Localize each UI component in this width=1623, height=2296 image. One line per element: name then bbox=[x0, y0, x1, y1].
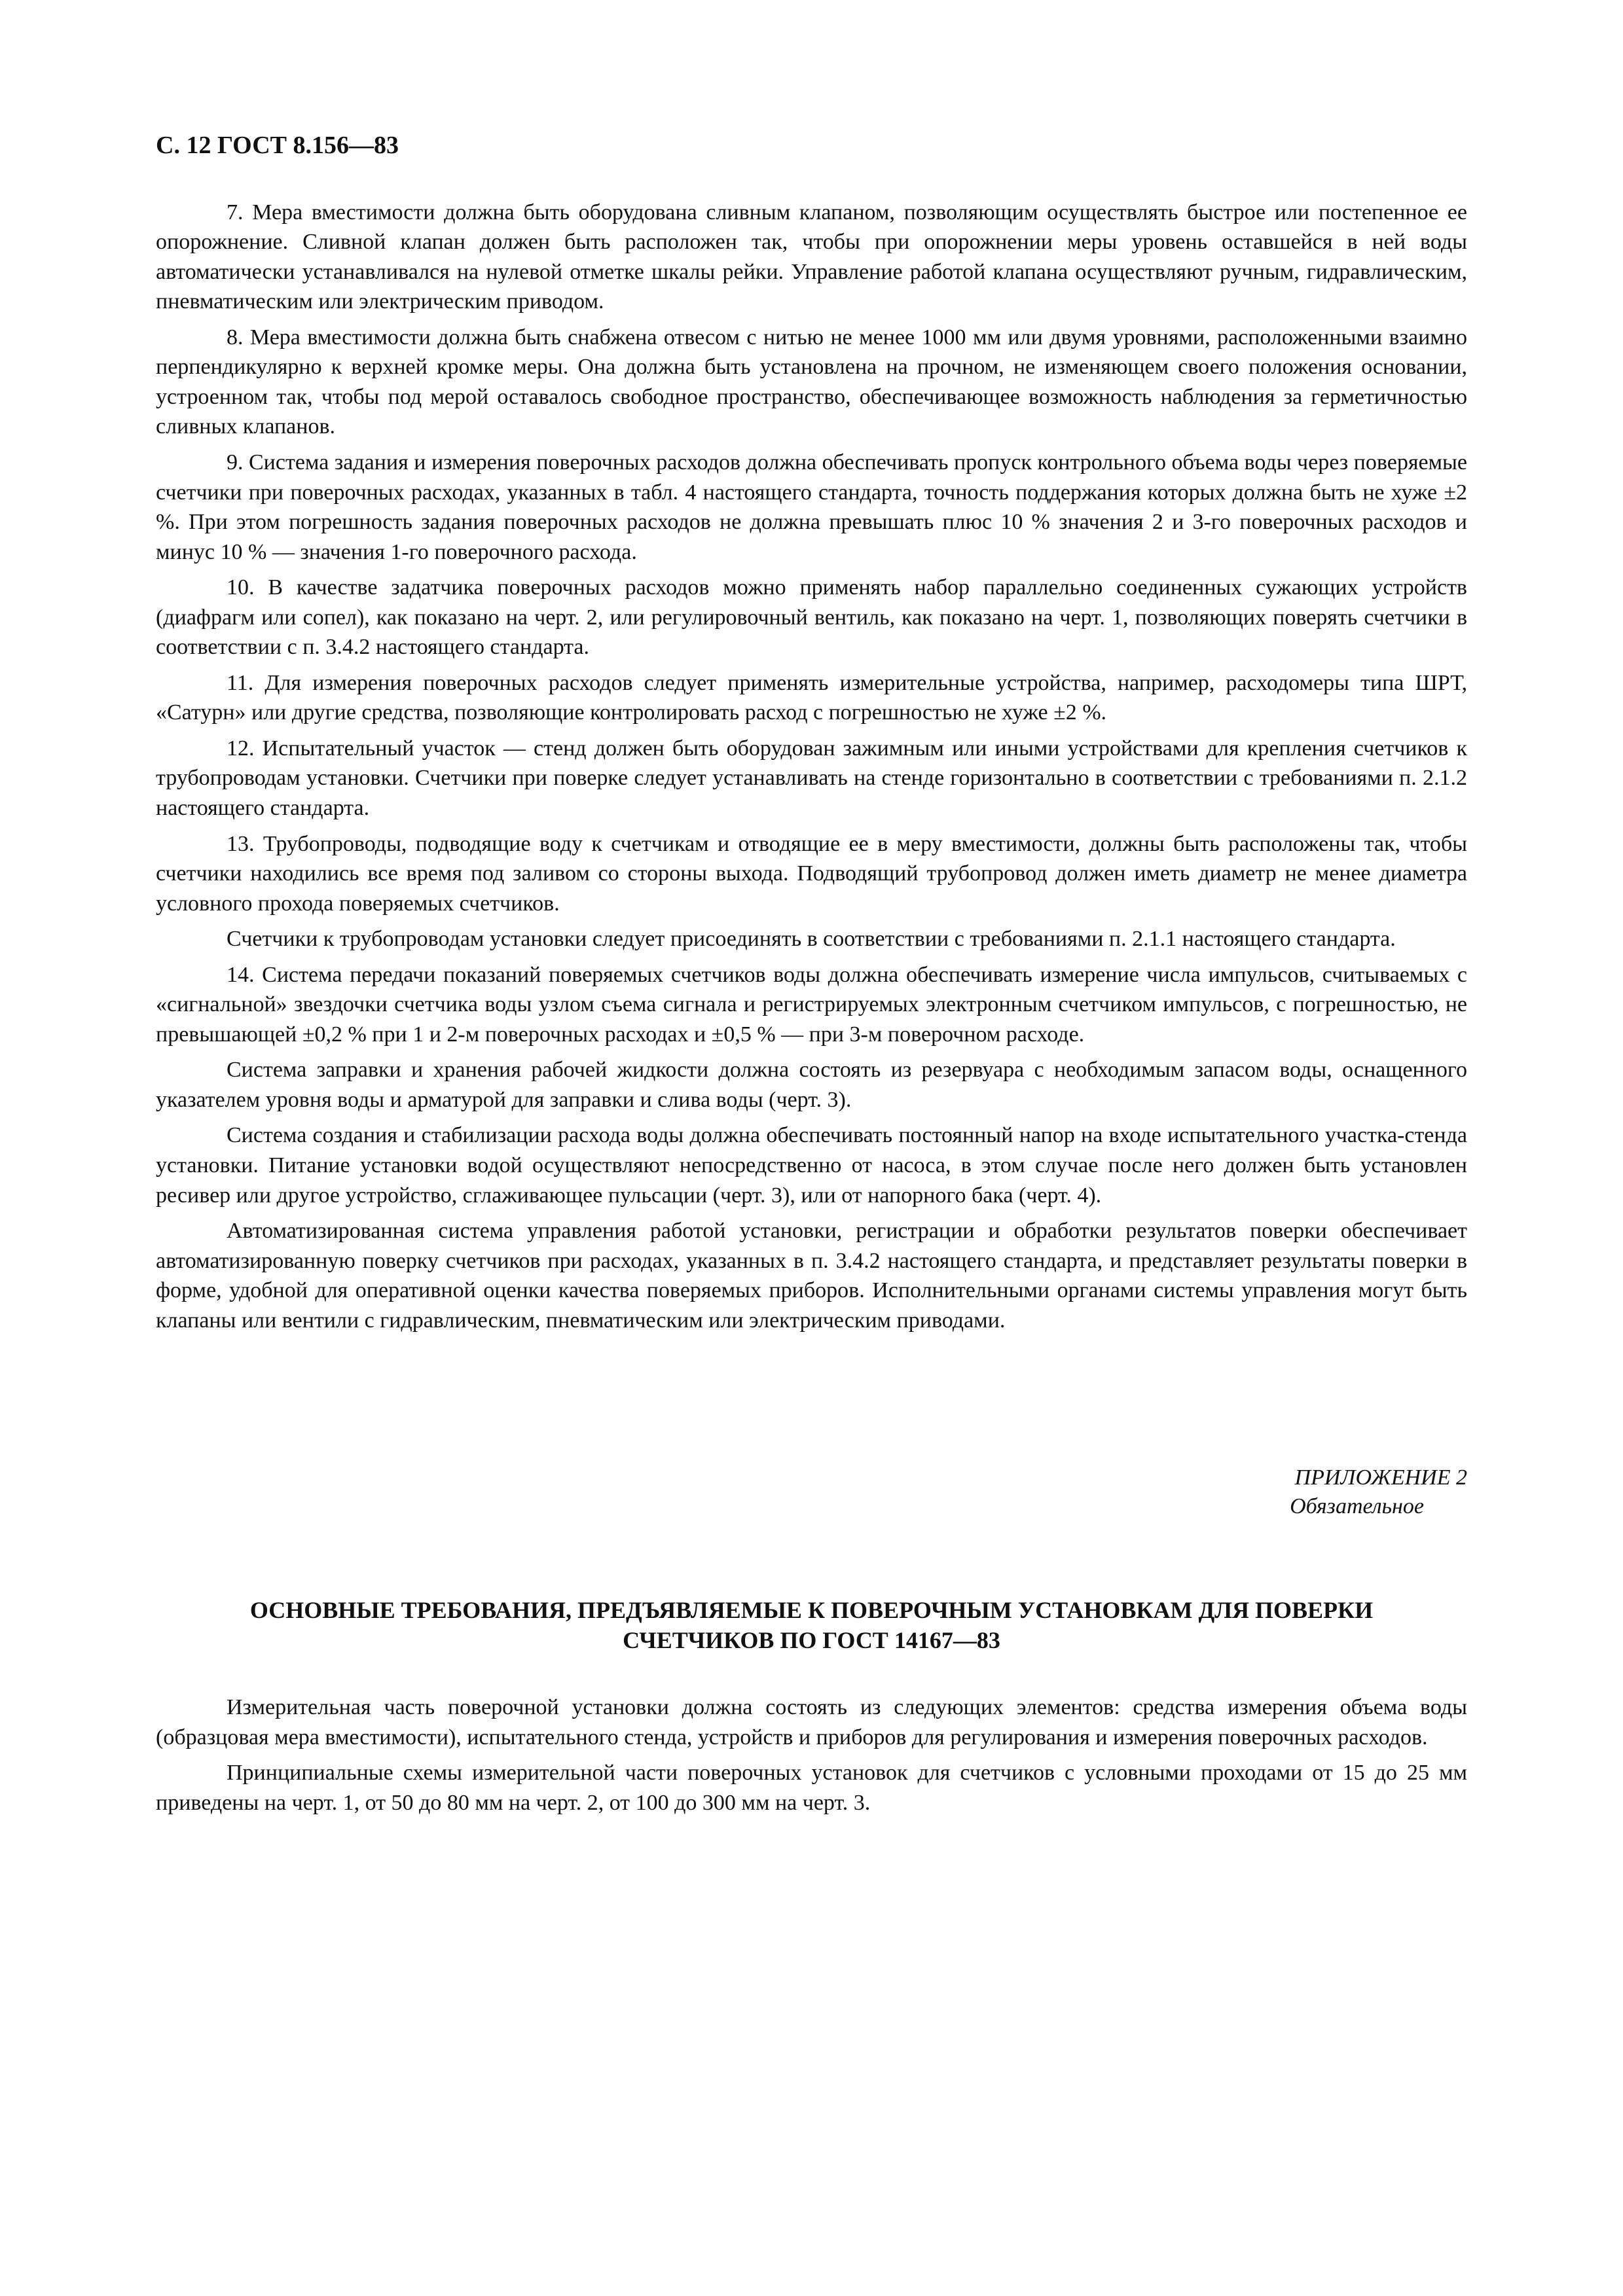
paragraph-13: 13. Трубопроводы, подводящие воду к счетчикам и отводящие ее в меру вместимости, должны быть расположены так, чтобы счетчики находились все время под заливом со стороны выхода. Подводящий трубопровод должен иметь диаметр не менее диаметра условного прохода поверяемых счетчиков. bbox=[156, 831, 1467, 916]
appendix-paragraph-1: Измерительная часть поверочной установки должна состоять из следующих элементов: средства измерения объема воды (образцовая мера вместимости), испытательного стенда, устройств и приборов для регулирования и измерения поверочных расходов. bbox=[156, 1695, 1467, 1749]
appendix-label-block bbox=[156, 1463, 1467, 1521]
paragraph-11: 11. Для измерения поверочных расходов следует применять измерительные устройства, например, расходомеры типа ШРТ, «Сатурн» или другие средства, позволяющие контролировать расход с погрешностью не хуже ±2 %. bbox=[156, 670, 1467, 725]
paragraph-14: 14. Система передачи показаний поверяемых счетчиков воды должна обеспечивать измерение числа импульсов, считываемых с «сигнальной» звездочки счетчика воды узлом съема сигнала и регистрируемых электронным счетчиком импульсов, с погрешностью, не превышающей ±0,2 % при 1 и 2-м поверочных расходах и ±0,5 % — при 3-м поверочном расходе. bbox=[156, 962, 1467, 1047]
appendix-status: Обязательное bbox=[1290, 1494, 1424, 1519]
paragraph-13-continued: Счетчики к трубопроводам установки следует присоединять в соответствии с требованиями п. 2.1.1 настоящего стандарта. bbox=[227, 927, 1396, 952]
paragraph-7: 7. Мера вместимости должна быть оборудована сливным клапаном, позволяющим осуществлять быстрое или постепенное ее опорожнение. Сливной клапан должен быть расположен так, чтобы при опорожнении меры уровень оставшейся в ней воды автоматически устанавливался на нулевой отметке шкалы рейки. Управление работой клапана осуществляют ручным, гидравлическим, пневматическим или электрическим приводом. bbox=[156, 200, 1467, 314]
appendix-title-line-2: СЧЕТЧИКОВ ПО ГОСТ 14167—83 bbox=[623, 1627, 1000, 1654]
appendix-label: ПРИЛОЖЕНИЕ 2 bbox=[1294, 1465, 1467, 1490]
paragraph-14-refill-system: Система заправки и хранения рабочей жидкости должна состоять из резервуара с необходимым запасом воды, оснащенного указателем уровня воды и арматурой для заправки и слива воды (черт. 3). bbox=[156, 1058, 1467, 1112]
paragraph-10: 10. В качестве задатчика поверочных расходов можно применять набор параллельно соединенных сужающих устройств (диафрагм или сопел), как показано на черт. 2, или регулировочный вентиль, как показано на черт. 1, позволяющих поверять счетчики в соответствии с п. 3.4.2 настоящего стандарта. bbox=[156, 575, 1467, 660]
paragraph-9: 9. Система задания и измерения поверочных расходов должна обеспечивать пропуск контрольного объема воды через поверяемые счетчики при поверочных расходах, указанных в табл. 4 настоящего стандарта, точность поддержания которых должна быть не хуже ±2 %. При этом погрешность задания поверочных расходов не должна превышать плюс 10 % значения 2 и 3-го поверочных расходов и минус 10 % — значения 1-го поверочного расхода. bbox=[156, 450, 1467, 564]
paragraph-12: 12. Испытательный участок — стенд должен быть оборудован зажимным или иными устройствами для крепления счетчиков к трубопроводам установки. Счетчики при поверке следует устанавливать на стенде горизонтально в соответствии с требованиями п. 2.1.2 настоящего стандарта. bbox=[156, 736, 1467, 820]
appendix-title bbox=[156, 1595, 1467, 1657]
appendix-body-text bbox=[156, 1693, 1467, 1818]
appendix-paragraph-2: Принципиальные схемы измерительной части поверочных установок для счетчиков с условными проходами от 15 до 25 мм приведены на черт. 1, от 50 до 80 мм на черт. 2, от 100 до 300 мм на черт. 3. bbox=[156, 1761, 1467, 1815]
paragraph-14-automation: Автоматизированная система управления работой установки, регистрации и обработки результатов поверки обеспечивает автоматизированную поверку счетчиков при расходах, указанных в п. 3.4.2 настоящего стандарта, и представляет результаты поверки в форме, удобной для оперативной оценки качества поверяемых приборов. Исполнительными органами системы управления могут быть клапаны или вентили с гидравлическим, пневматическим или электрическим приводами. bbox=[156, 1219, 1467, 1333]
paragraph-8: 8. Мера вместимости должна быть снабжена отвесом с нитью не менее 1000 мм или двумя уровнями, расположенными взаимно перпендикулярно к верхней кромке меры. Она должна быть установлена на прочном, не изменяющем своего положения основании, устроенном так, чтобы под мерой оставалось свободное пространство, обеспечивающее возможность наблюдения за герметичностью сливных клапанов. bbox=[156, 325, 1467, 439]
document-page bbox=[156, 131, 1467, 1823]
appendix-title-line-1: ОСНОВНЫЕ ТРЕБОВАНИЯ, ПРЕДЪЯВЛЯЕМЫЕ К ПОВЕРОЧНЫМ УСТАНОВКАМ ДЛЯ ПОВЕРКИ bbox=[249, 1596, 1374, 1623]
main-body-text bbox=[156, 198, 1467, 1336]
paragraph-14-flow-stabilization: Система создания и стабилизации расхода воды должна обеспечивать постоянный напор на входе испытательного участка-стенда установки. Питание установки водой осуществляют непосредственно от насоса, в этом случае после него должен быть установлен ресивер или другое устройство, сглаживающее пульсации (черт. 3), или от напорного бака (черт. 4). bbox=[156, 1123, 1467, 1208]
running-header: С. 12 ГОСТ 8.156—83 bbox=[156, 132, 399, 159]
